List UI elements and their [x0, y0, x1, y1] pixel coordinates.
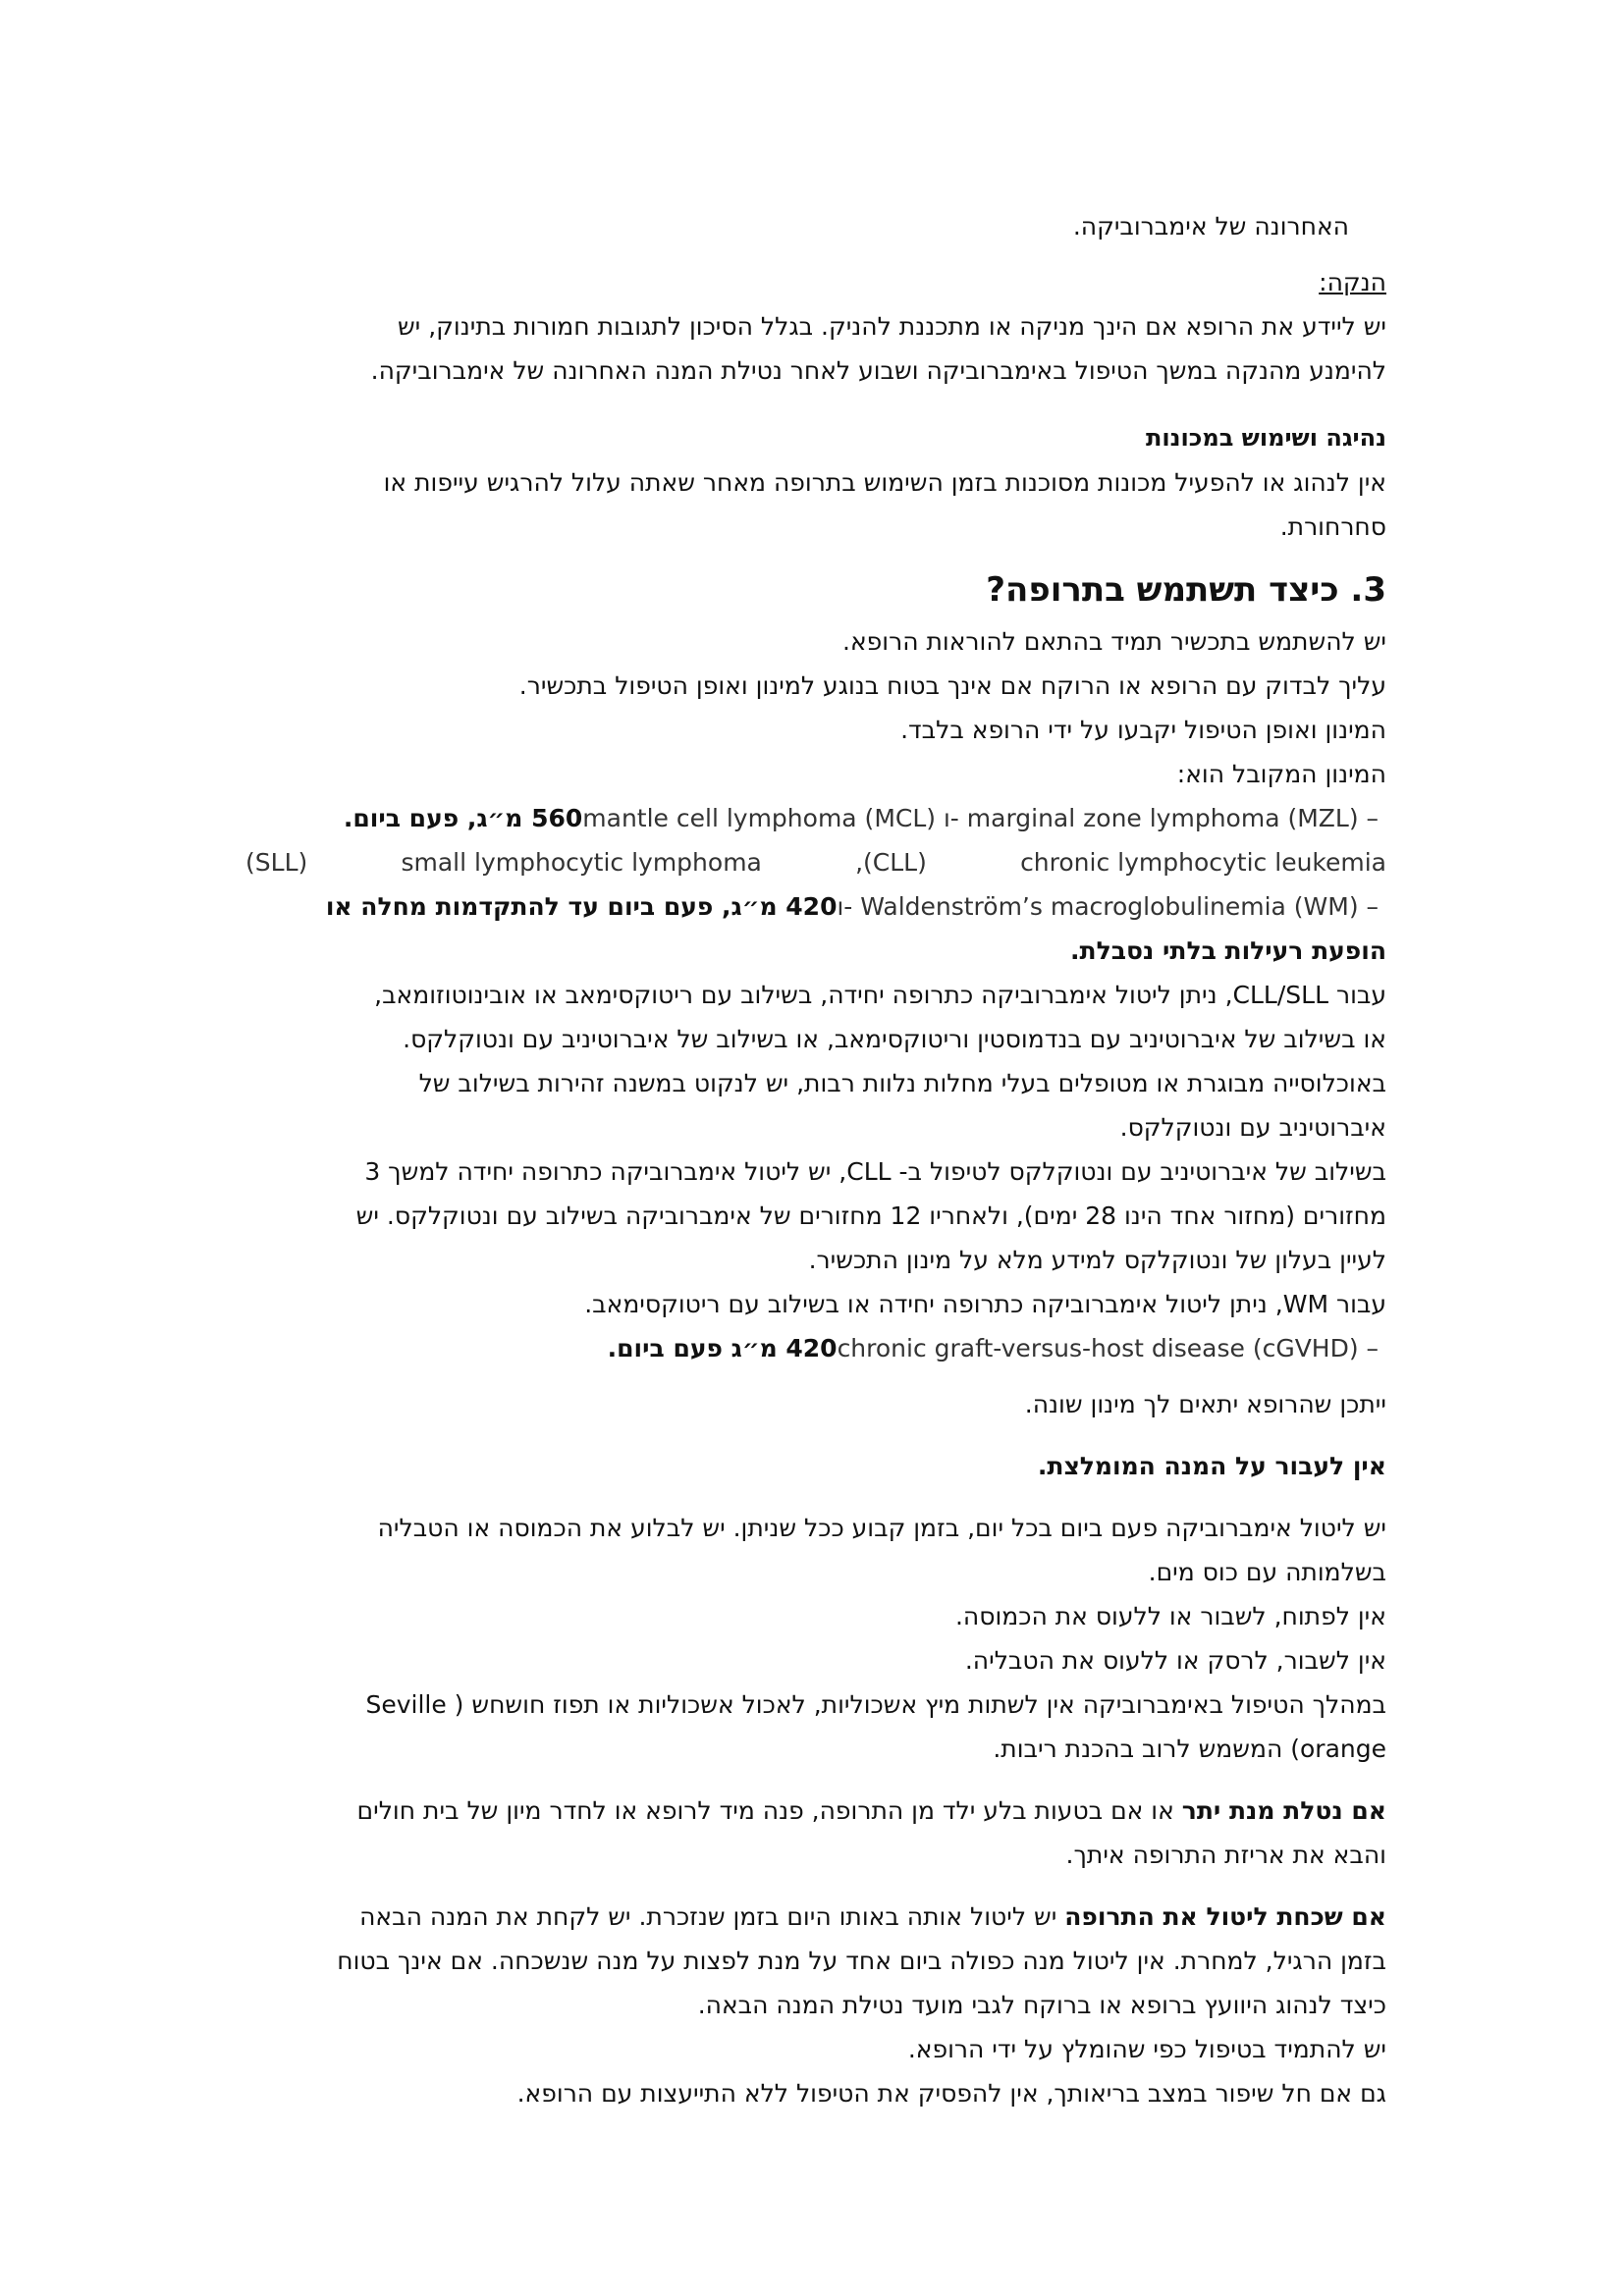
- dose-wm-line-2: הופעת רעילות בלתי נסבלת.: [1070, 936, 1386, 965]
- forgot-line-3: כיצד לנהוג היוועץ ברופא או ברוקח לגבי מועד נטילת המנה הבאה.: [697, 1991, 1386, 2019]
- continued-line: האחרונה של אימברוביקה.: [1072, 212, 1349, 240]
- usage-line-4: המינון המקובל הוא:: [1176, 760, 1386, 788]
- different-dose-line: ייתכן שהרופא יתאים לך מינון שונה.: [1024, 1390, 1386, 1418]
- dose-line-wm: [245, 884, 1386, 929]
- take-line-2: בשלמותה עם כוס מים.: [1148, 1558, 1386, 1586]
- forgot-line-2: בזמן הרגיל, למחרת. אין ליטול מנה כפולה ביום אחד על מנת לפצות על מנה שנשכחה. אם אינך בטוח: [337, 1947, 1386, 1975]
- cll-line-2: או בשילוב של איברוטיניב עם בנדמוסטין וריטוקסימאב, או בשילוב של איברוטיניב עם ונטוקלקס.: [403, 1025, 1386, 1053]
- no-stop-line: גם אם חל שיפור במצב בריאותך, אין להפסיק את הטיפול ללא התייעצות עם הרופא.: [516, 2079, 1386, 2108]
- dose-wm-indication: ו- Waldenström’s macroglobulinemia (WM) –: [837, 892, 1386, 921]
- dose-mcl-mzl-amount: 560 מ״ג, פעם ביום.: [343, 804, 583, 832]
- no-exceed-warning: אין לעבור על המנה המומלצת.: [1037, 1452, 1386, 1480]
- cll-line-4: איברוטיניב עם ונטוקלקס.: [1119, 1113, 1386, 1142]
- cll-line-1: עבור CLL/SLL, ניתן ליטול אימברוביקה כתרופה יחידה, בשילוב עם ריטוקסימאב או אובינוטוזומאב,: [374, 981, 1386, 1009]
- take-line-1: יש ליטול אימברוביקה פעם ביום בכל יום, בזמן קבוע ככל שניתן. יש לבלוע את הכמוסה או הטבליה: [377, 1514, 1386, 1542]
- venetoclax-line-3: לעיין בעלון של ונטוקלקס למידע מלא על מינון התכשיר.: [808, 1246, 1386, 1274]
- juice-line-1: במהלך הטיפול באימברוביקה אין לשתות מיץ אשכוליות, לאכול אשכוליות או תפוז חושחש ( Seville: [365, 1690, 1386, 1719]
- venetoclax-line-1: בשילוב של איברוטיניב עם ונטוקלקס לטיפול ב- CLL, יש ליטול אימברוביקה כתרופה יחידה למשך 3: [364, 1157, 1386, 1186]
- section-3-title: 3. כיצד תשתמש בתרופה?: [986, 570, 1386, 610]
- overdose-heading: אם נטלת מנת יתר: [1181, 1796, 1386, 1825]
- cll-sll-part-2: ,(CLL): [855, 848, 927, 877]
- wm-line: עבור WM, ניתן ליטול אימברוביקה כתרופה יחידה או בשילוב עם ריטוקסימאב.: [584, 1290, 1386, 1318]
- venetoclax-line-2: מחזורים (מחזור אחד הינו 28 ימים), ולאחריו 12 מחזורים של אימברוביקה בשילוב עם ונטוקלקס. יש: [355, 1201, 1386, 1230]
- dose-cgvhd-amount: 420 מ״ג פעם ביום.: [607, 1334, 838, 1362]
- nursing-heading: הנקה:: [1319, 268, 1386, 296]
- usage-line-1: יש להשתמש בתכשיר תמיד בהתאם להוראות הרופא.: [842, 627, 1386, 656]
- no-open-line: אין לפתוח, לשבור או ללעוס את הכמוסה.: [954, 1602, 1386, 1630]
- usage-line-2: עליך לבדוק עם הרופא או הרוקח אם אינך בטוח בנוגע למינון ואופן הטיפול בתכשיר.: [518, 671, 1386, 700]
- dose-wm-amount: 420 מ״ג, פעם ביום עד להתקדמות מחלה או: [325, 892, 838, 921]
- dose-line-mcl-mzl: [245, 796, 1386, 840]
- persist-line: יש להתמיד בטיפול כפי שהומלץ על ידי הרופא.: [907, 2035, 1386, 2063]
- no-crush-line: אין לשבור, לרסק או ללעוס את הטבליה.: [964, 1646, 1386, 1675]
- juice-line-2: orange) המשמש לרוב בהכנת ריבות.: [993, 1735, 1386, 1763]
- driving-line-2: סחרחורת.: [1279, 512, 1386, 541]
- dose-line-cll-sll: [245, 840, 1386, 884]
- dose-line-cgvhd: [245, 1326, 1386, 1370]
- nursing-line-2: להימנע מהנקה במשך הטיפול באימברוביקה ושבוע לאחר נטילת המנה האחרונה של אימברוביקה.: [370, 356, 1386, 385]
- cll-sll-part-1: chronic lymphocytic leukemia: [1020, 848, 1386, 877]
- overdose-line-2: והבא את אריזת התרופה איתך.: [1065, 1841, 1386, 1869]
- cll-sll-part-4: (SLL): [245, 848, 308, 877]
- usage-line-3: המינון ואופן הטיפול יקבעו על ידי הרופא בלבד.: [900, 716, 1386, 744]
- forgot-heading: אם שכחת ליטול את התרופה: [1064, 1902, 1386, 1931]
- driving-line-1: אין לנהוג או להפעיל מכונות מסוכנות בזמן השימוש בתרופה מאחר שאתה עלול להרגיש עייפות או: [383, 468, 1386, 497]
- cll-sll-part-3: small lymphocytic lymphoma: [401, 848, 762, 877]
- forgot-line-1: [245, 1895, 1386, 1939]
- nursing-line-1: יש ליידע את הרופא אם הינך מניקה או מתכננת להניק. בגלל הסיכון לתגובות חמורות בתינוק, יש: [397, 312, 1386, 341]
- forgot-text: יש ליטול אותה באותו היום בזמן שנזכרת. יש לקחת את המנה הבאה: [359, 1902, 1065, 1931]
- cll-line-3: באוכלוסייה מבוגרת או מטופלים בעלי מחלות נלוות רבות, יש לנקוט במשנה זהירות בשילוב של: [418, 1069, 1386, 1097]
- driving-heading: נהיגה ושימוש במכונות: [1145, 424, 1386, 452]
- dose-mcl-mzl-indication: mantle cell lymphoma (MCL) ו- marginal zone lymphoma (MZL) –: [582, 804, 1386, 832]
- overdose-line-1: [245, 1789, 1386, 1833]
- dose-cgvhd-indication: chronic graft-versus-host disease (cGVHD) –: [837, 1334, 1386, 1362]
- overdose-text: או אם בטעות בלע ילד מן התרופה, פנה מיד לרופא או לחדר מיון של בית חולים: [356, 1796, 1182, 1825]
